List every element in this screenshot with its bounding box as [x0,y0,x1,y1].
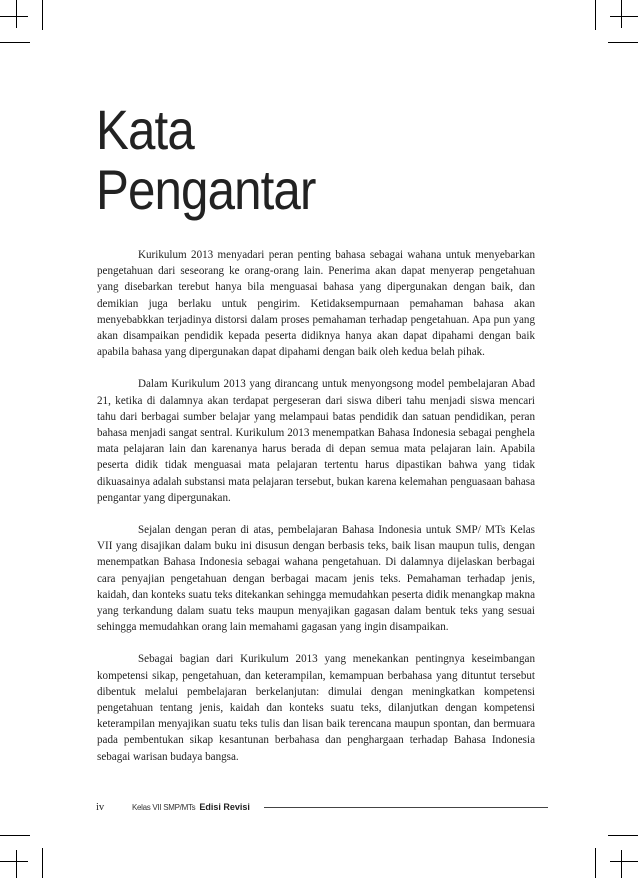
page-footer [96,800,548,814]
book-label: Kelas VII SMP/MTs [132,802,196,812]
paragraph-4: Sebagai bagian dari Kurikulum 2013 yang menekankan pentingnya keseimbangan kompetensi sikap, pengetahuan, dan keterampilan, kemampuan berbahasa yang dituntut tersebut dibentuk melalui pembelajaran berkelanjutan: dimulai dengan meningkatkan kompetensi pengetahuan tentang jenis, kaidah dan konteks suatu teks, dilanjutkan dengan kompetensi keterampilan menyajikan suatu teks tulis dan lisan baik terencana maupun spontan, dan bermuara pada pembentukan sikap kesantunan berbahasa dan penghargaan terhadap Bahasa Indonesia sebagai warisan budaya bangsa. [97,653,535,763]
footer-rule [264,807,548,808]
body-text [97,247,535,781]
page-title [96,100,316,220]
paragraph-2: Dalam Kurikulum 2013 yang dirancang untuk menyongsong model pembelajaran Abad 21, ketika di dalamnya akan terdapat pergeseran dari siswa diberi tahu menjadi siswa mencari tahu dari berbagai sumber belajar yang melampaui batas pendidik dan satuan pendidikan, peran bahasa menjadi sangat sentral. Kurikulum 2013 menempatkan Bahasa Indonesia sebagai penghela mata pelajaran lain dan karenanya harus berada di depan semua mata pelajaran lain. Apabila peserta didik tidak menguasai mata pelajaran tertentu harus dipastikan bahwa yang tidak dikuasainya adalah substansi mata pelajaran tersebut, bukan karena kelemahan penguasaan bahasa pengantar yang dipergunakan. [97,378,535,504]
page-number: iv [96,801,105,813]
paragraph-1: Kurikulum 2013 menyadari peran penting bahasa sebagai wahana untuk menyebarkan pengetahuan dari seseorang ke orang-orang lain. Penerima akan dapat menyerap pengetahuan yang disebarkan terebut hanya bila menguasai bahasa yang dipergunakan dengan baik, dan demikian juga berlaku untuk pengirim. Ketidaksempurnaan pemahaman bahasa akan menyebabkkan terjadinya distorsi dalam proses pemahaman terhadap pengetahuan. Apa pun yang akan disampaikan pendidik kepada peserta didiknya hanya akan dapat dipahami dengan baik apabila bahasa yang dipergunakan dapat dipahami dengan baik oleh kedua belah pihak. [97,249,535,359]
edition-label: Edisi Revisi [199,802,250,812]
title-line-2: Pengantar [96,158,316,221]
paragraph-3: Sejalan dengan peran di atas, pembelajaran Bahasa Indonesia untuk SMP/ MTs Kelas VII yang disajikan dalam buku ini disusun dengan berbasis teks, baik lisan maupun tulis, dengan menempatkan Bahasa Indonesia sebagai wahana pengetahuan. Di dalamnya dijelaskan berbagai cara penyajian pengetahuan dengan berbagai macam jenis teks. Pemahaman terhadap jenis, kaidah, dan konteks suatu teks ditekankan sehingga memudahkan peserta didik menangkap makna yang terkandung dalam suatu teks maupun menyajikan gagasan dalam bentuk teks yang sesuai sehingga memudahkan orang lain memahami gagasan yang ingin disampaikan. [97,524,535,634]
title-line-1: Kata [96,98,194,161]
